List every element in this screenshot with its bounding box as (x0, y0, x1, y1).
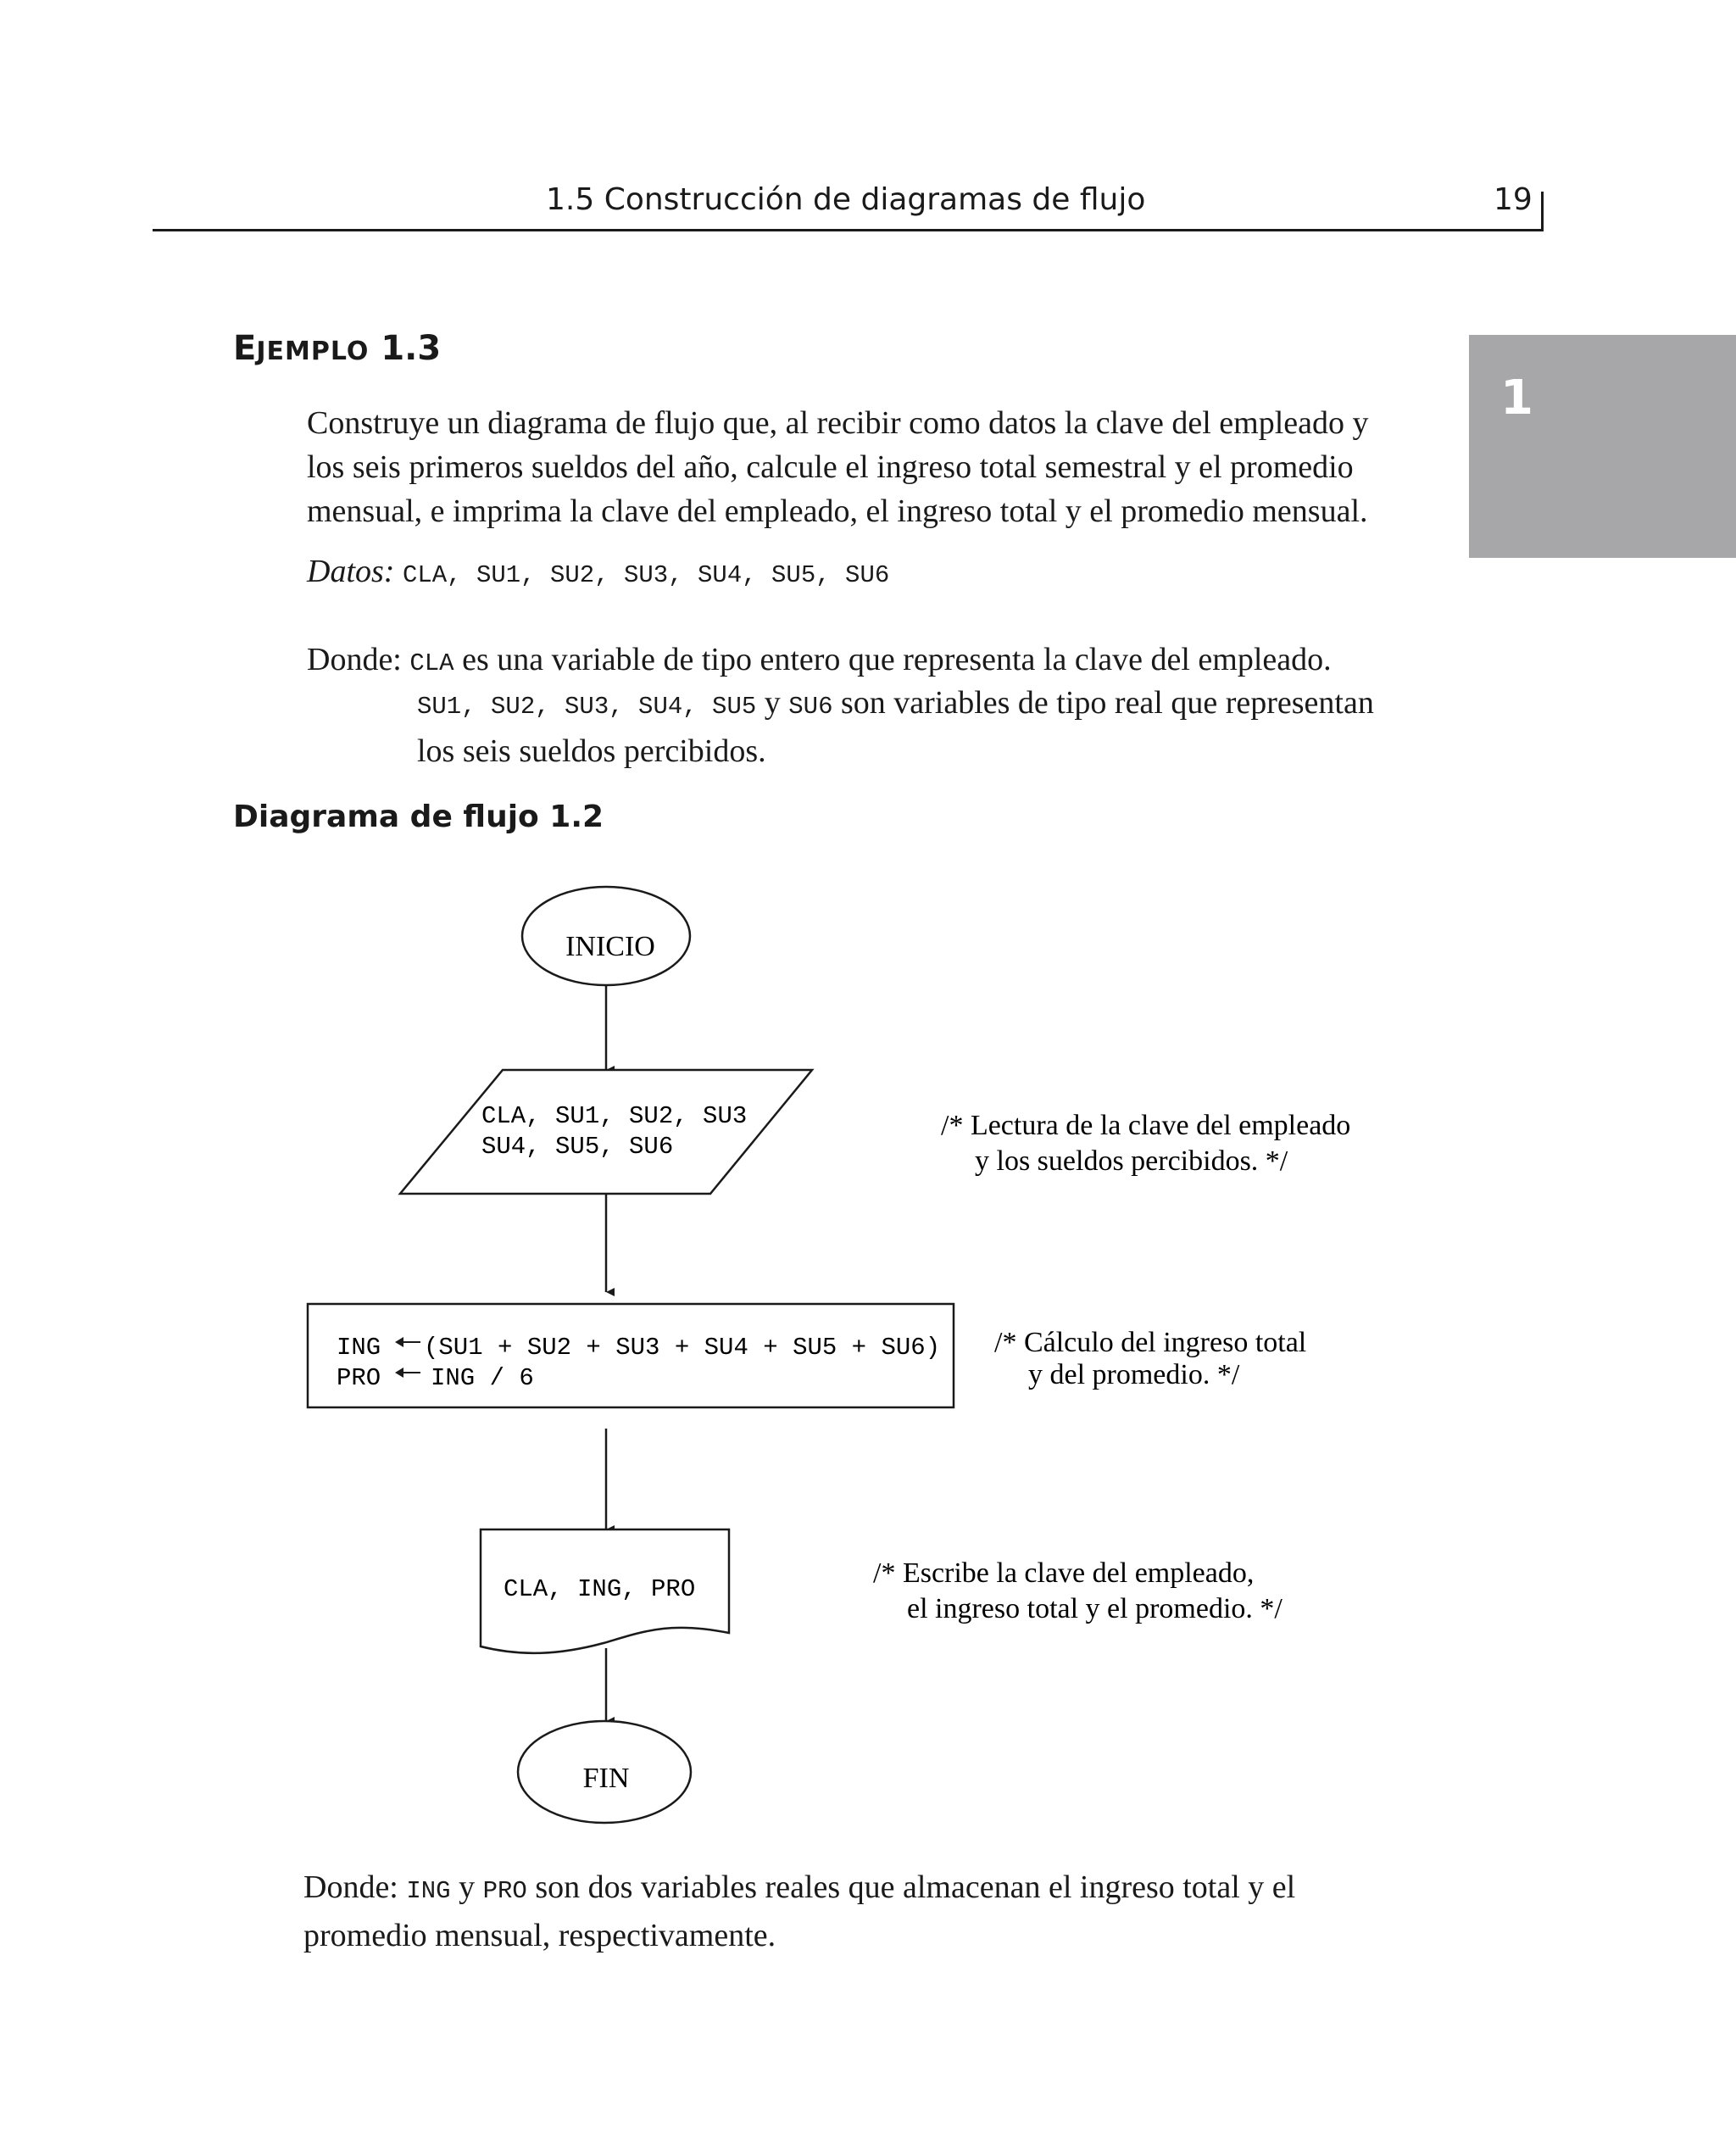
final-note-text: son dos variables reales que almacenan el ingreso total y el (526, 1869, 1296, 1905)
header-title: 1.5 Construcción de diagramas de flujo (546, 182, 1146, 217)
donde-text: son variables de tipo real que representan (832, 685, 1374, 721)
donde-text: es una variable de tipo entero que representa la clave del empleado. (453, 642, 1332, 677)
final-note (303, 1865, 1295, 1958)
final-note-y: y (450, 1869, 483, 1905)
final-note-var: ING (406, 1877, 451, 1905)
end-label: FIN (582, 1763, 630, 1794)
process-expression: (SU1 + SU2 + SU3 + SU4 + SU5 + SU6) (424, 1334, 941, 1362)
donde-var: SU6 (788, 693, 833, 721)
datos-label: Datos: (307, 554, 395, 589)
final-note-label: Donde: (303, 1869, 398, 1905)
donde-text: los seis sueldos percibidos. (417, 733, 766, 769)
donde-y: y (756, 685, 789, 721)
final-note-var: PRO (482, 1877, 527, 1905)
final-note-text: promedio mensual, respectivamente. (303, 1918, 776, 1953)
input-data-symbol (400, 1070, 812, 1194)
process-expression: ING / 6 (431, 1364, 534, 1392)
donde-var: CLA (409, 649, 454, 677)
donde-vars: SU1, SU2, SU3, SU4, SU5 (417, 693, 757, 721)
input-line: CLA, SU1, SU2, SU3 (481, 1102, 748, 1130)
output-comment: /* Escribe la clave del empleado, (873, 1557, 1255, 1589)
statement-line: Construye un diagrama de flujo que, al recibir como datos la clave del empleado y (307, 405, 1369, 441)
process-var: ING (337, 1334, 381, 1362)
output-comment: el ingreso total y el promedio. */ (907, 1593, 1283, 1624)
donde-label: Donde: (307, 642, 402, 677)
example-heading-caps: JEMPLO (256, 337, 370, 366)
example-heading-initial: E (233, 329, 257, 368)
process-comment: /* Cálculo del ingreso total (994, 1327, 1307, 1358)
process-comment: y del promedio. */ (1028, 1359, 1240, 1390)
example-heading-number: 1.3 (381, 329, 442, 368)
input-comment: y los sueldos percibidos. */ (975, 1145, 1288, 1177)
diagram-caption: Diagrama de flujo 1.2 (233, 799, 604, 834)
datos-values: CLA, SU1, SU2, SU3, SU4, SU5, SU6 (402, 561, 890, 589)
start-label: INICIO (565, 931, 655, 962)
output-text: CLA, ING, PRO (504, 1575, 696, 1603)
chapter-tab-number: 1 (1500, 370, 1533, 426)
input-comment: /* Lectura de la clave del empleado (941, 1110, 1351, 1141)
input-line: SU4, SU5, SU6 (481, 1133, 674, 1161)
statement-line: los seis primeros sueldos del año, calcule el ingreso total semestral y el promedio (307, 449, 1354, 485)
statement-line: mensual, e imprima la clave del empleado, el ingreso total y el promedio mensual. (307, 493, 1368, 529)
page-number: 19 (1494, 182, 1533, 217)
process-var: PRO (337, 1364, 381, 1392)
